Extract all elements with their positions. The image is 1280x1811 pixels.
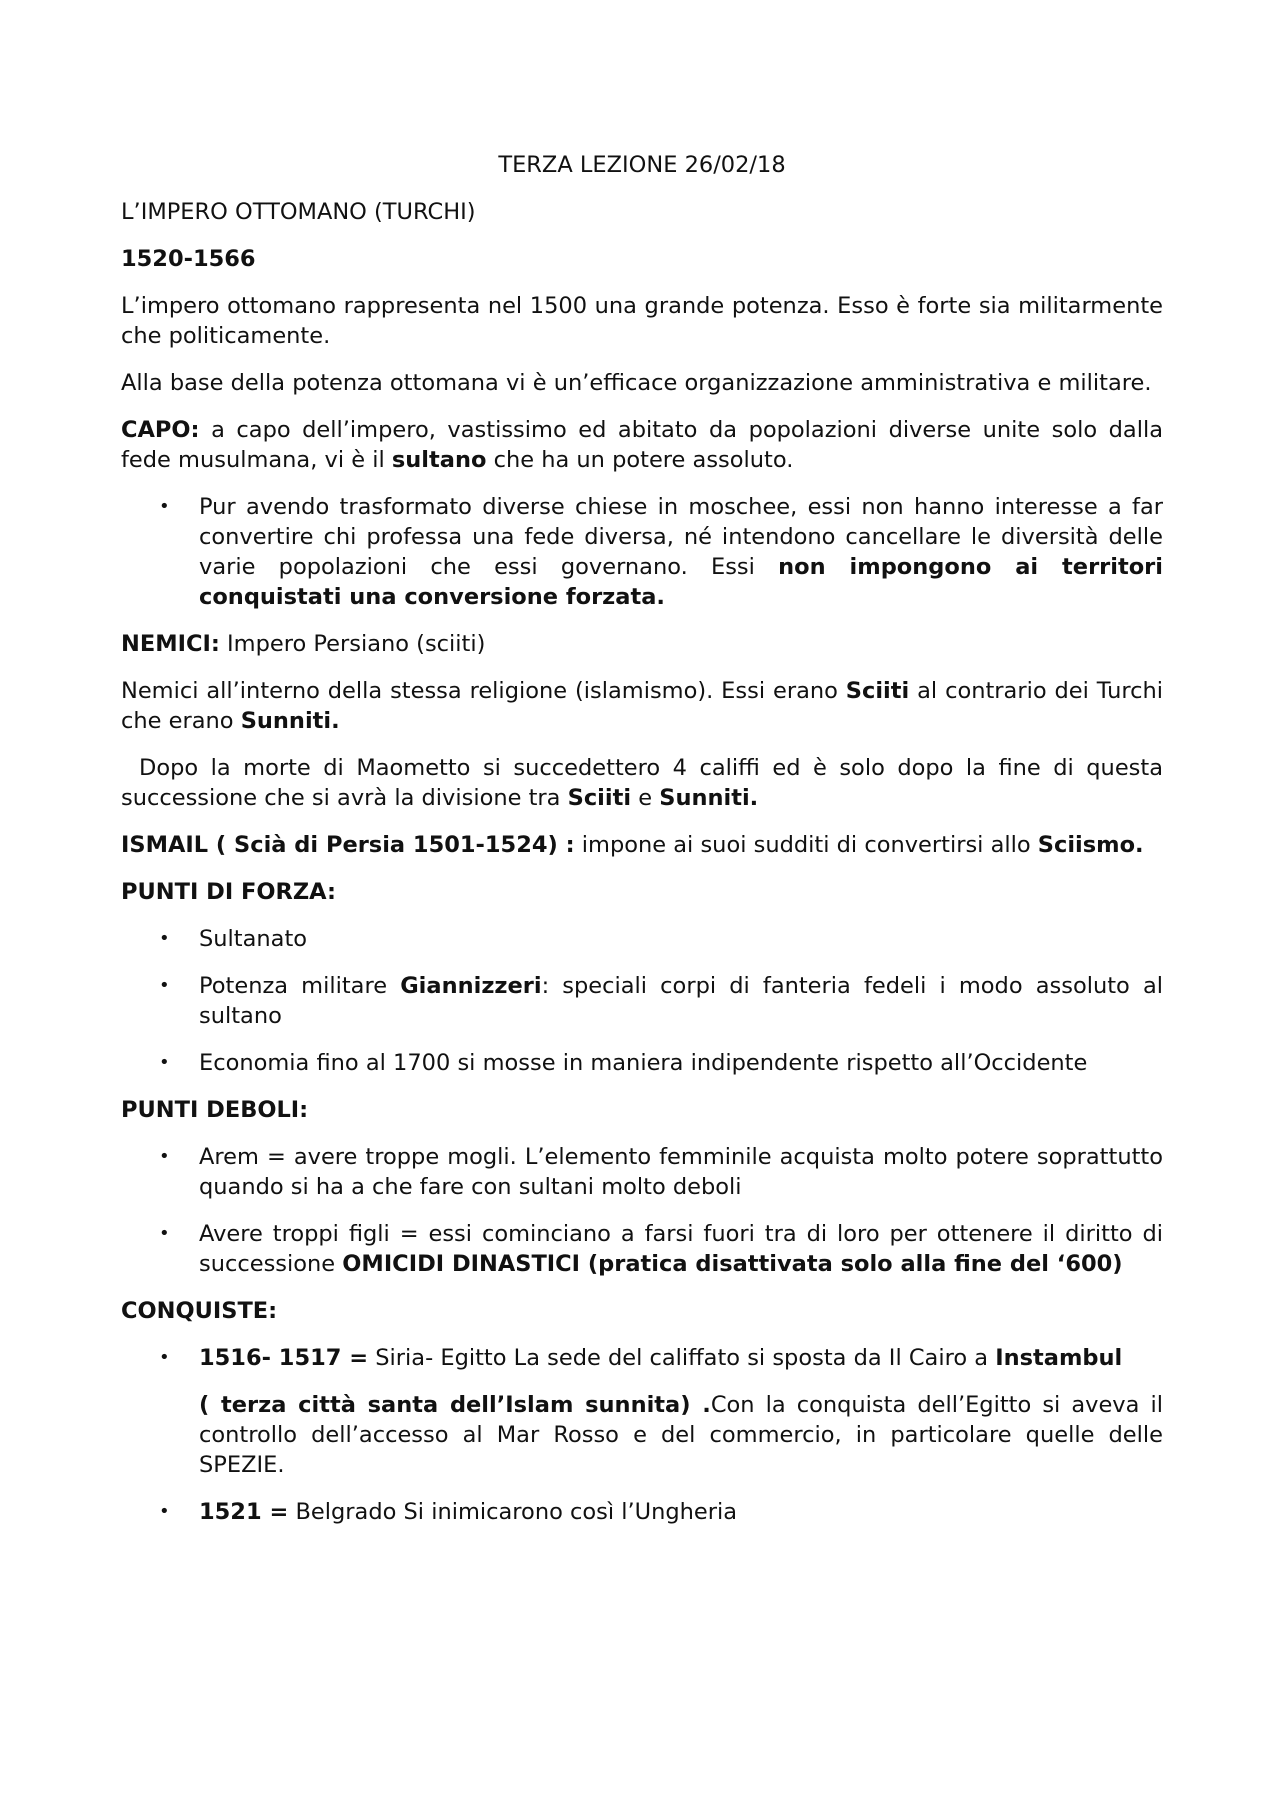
conquiste-list-2 — [121, 1497, 1163, 1527]
list-item: • Avere troppi figli = essi cominciano a farsi fuori tra di loro per ottenere il diritto di successione OMICIDI DINASTICI (pratica disattivata solo alla fine del ‘600) — [121, 1219, 1163, 1279]
forza-heading: PUNTI DI FORZA: — [121, 879, 336, 905]
lesson-title: TERZA LEZIONE 26/02/18 — [498, 152, 786, 178]
ismail-paragraph: ISMAIL ( Scià di Persia 1501-1524) : impone ai suoi sudditi di convertirsi allo Sciismo. — [121, 832, 1144, 858]
intro-paragraph-2: Alla base della potenza ottomana vi è un’efficace organizzazione amministrativa e militare. — [121, 370, 1152, 396]
nemici-paragraph: NEMICI: Impero Persiano (sciiti) — [121, 631, 486, 657]
list-item: • 1516- 1517 = Siria- Egitto La sede del califfato si sposta da Il Cairo a Instambul — [121, 1343, 1163, 1373]
list-item: • Potenza militare Giannizzeri: speciali corpi di fanteria fedeli i modo assoluto al sultano — [121, 971, 1163, 1031]
list-item: • Arem = avere troppe mogli. L’elemento femminile acquista molto potere soprattutto quando si ha a che fare con sultani molto deboli — [121, 1142, 1163, 1202]
intro-paragraph-1: L’impero ottomano rappresenta nel 1500 una grande potenza. Esso è forte sia militarmente che politicamente. — [121, 293, 1163, 349]
maometto-paragraph: Dopo la morte di Maometto si succedettero 4 califfi ed è solo dopo la fine di questa successione che si avrà la divisione tra Sciiti e Sunniti. — [121, 755, 1163, 811]
deboli-list — [121, 1142, 1163, 1279]
capo-list — [121, 492, 1163, 612]
conquiste-list — [121, 1343, 1163, 1373]
document-body — [121, 150, 1163, 1544]
conquiste-heading: CONQUISTE: — [121, 1298, 278, 1324]
conquiste-continuation: ( terza città santa dell’Islam sunnita) .Con la conquista dell’Egitto si aveva il controllo dell’accesso al Mar Rosso e del commercio, in particolare quelle delle SPEZIE. — [199, 1392, 1163, 1478]
capo-paragraph: CAPO: a capo dell’impero, vastissimo ed abitato da popolazioni diverse unite solo dalla fede musulmana, vi è il sultano che ha un potere assoluto. — [121, 417, 1163, 473]
list-item: • 1521 = Belgrado Si inimicarono così l’Ungheria — [121, 1497, 1163, 1527]
deboli-heading: PUNTI DEBOLI: — [121, 1097, 309, 1123]
list-item: • Sultanato — [121, 924, 1163, 954]
nemici-detail-paragraph: Nemici all’interno della stessa religione (islamismo). Essi erano Sciiti al contrario dei Turchi che erano Sunniti. — [121, 678, 1163, 734]
forza-list — [121, 924, 1163, 1078]
list-item: • Pur avendo trasformato diverse chiese in moschee, essi non hanno interesse a far convertire chi professa una fede diversa, né intendono cancellare le diversità delle varie popolazioni che essi governano. Essi non impongono ai territori conquistati una conversione forzata. — [121, 492, 1163, 612]
section-subtitle: L’IMPERO OTTOMANO (TURCHI) — [121, 199, 476, 225]
period-years: 1520-1566 — [121, 246, 256, 272]
list-item: • Economia fino al 1700 si mosse in maniera indipendente rispetto all’Occidente — [121, 1048, 1163, 1078]
